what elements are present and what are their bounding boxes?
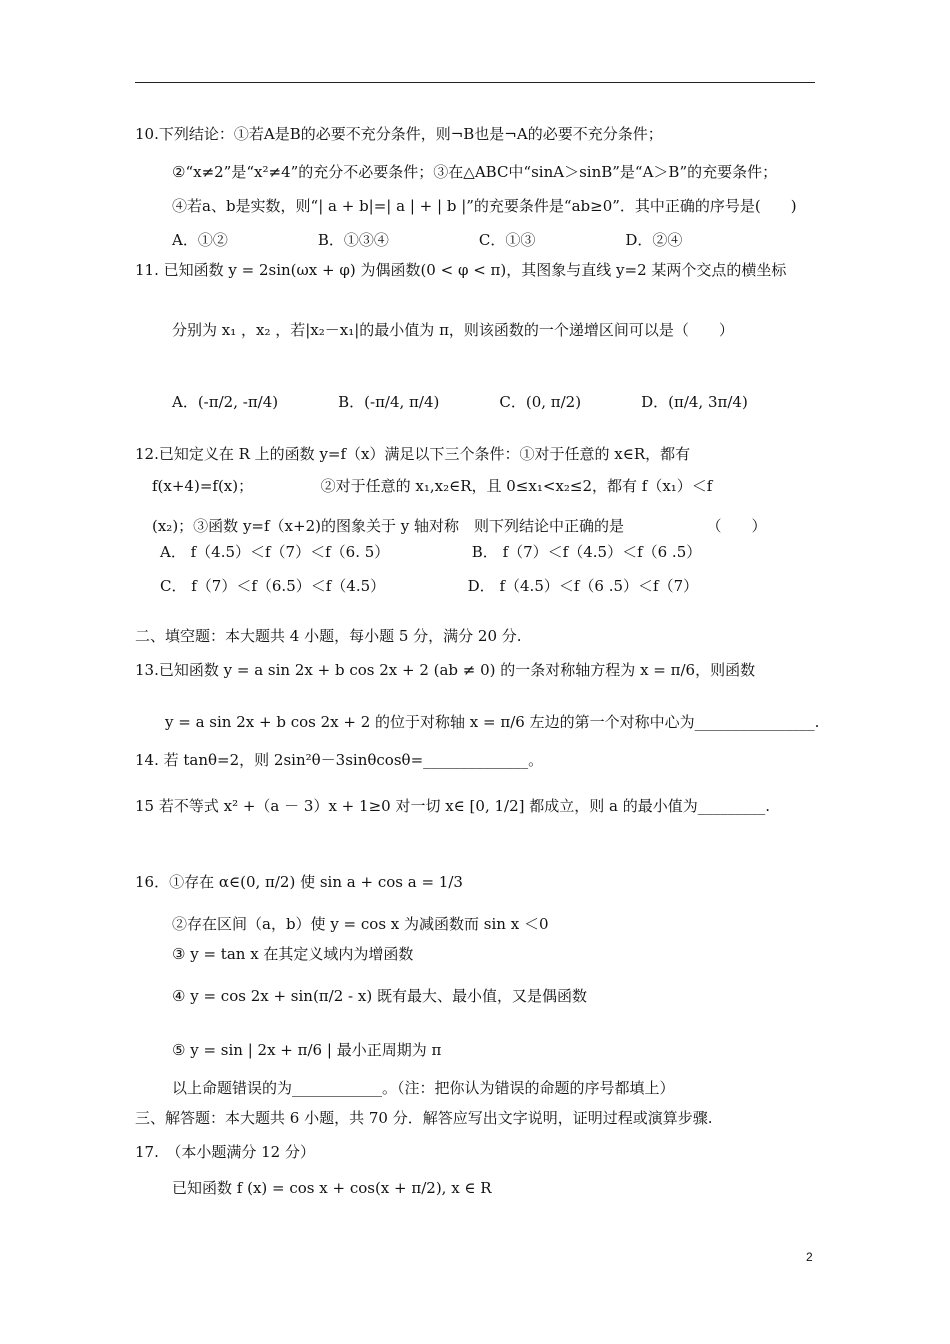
question-10-line-2: ②“x≠2”是“x²≠4”的充分不必要条件；③在△ABC中“sinA＞sinB”是“A＞B”的充要条件；	[172, 163, 778, 181]
question-11-line-1: 11. 已知函数 y = 2sin(ωx + φ) 为偶函数(0 < φ < π)，其图象与直线 y=2 某两个交点的横坐标	[135, 261, 787, 279]
question-16-line-2: ②存在区间（a，b）使 y = cos x 为减函数而 sin x ＜0	[172, 915, 549, 933]
question-11-line-2: 分别为 x₁ ，x₂ ，若|x₂－x₁|的最小值为 π，则该函数的一个递增区间可以是（ ）	[172, 321, 734, 339]
question-10-options: A．①② B．①③④ C．①③ D．②④	[172, 231, 683, 249]
question-12-line-2: f(x+4)=f(x)； ②对于任意的 x₁,x₂∈R，且 0≤x₁<x₂≤2，都有 f（x₁）＜f	[152, 477, 713, 495]
question-13-line-1: 13.已知函数 y = a sin 2x + b cos 2x + 2 (ab ≠ 0) 的一条对称轴方程为 x = π/6，则函数	[135, 661, 756, 679]
question-16-line-4: ④ y = cos 2x + sin(π/2 - x) 既有最大、最小值，又是偶函数	[172, 987, 587, 1005]
question-12-options-cd: C． f（7）＜f（6.5）＜f（4.5） D． f（4.5）＜f（6 .5）＜f（7）	[160, 577, 699, 595]
question-12-line-3: (x₂)；③函数 y=f（x+2)的图象关于 y 轴对称 则下列结论中正确的是 （ ）	[152, 517, 767, 535]
question-16-line-3: ③ y = tan x 在其定义域内为增函数	[172, 945, 414, 963]
question-10-line-3: ④若a、b是实数，则“| a + b|=| a | + | b |”的充要条件是“ab≥0”．其中正确的序号是( )	[172, 197, 797, 215]
question-12-line-1: 12.已知定义在 R 上的函数 y=f（x）满足以下三个条件：①对于任意的 x∈R，都有	[135, 445, 691, 463]
question-11-options: A．(-π/2, -π/4) B．(-π/4, π/4) C．(0, π/2) D．(π/4, 3π/4)	[172, 393, 748, 411]
question-10-line-1: 10.下列结论：①若A是B的必要不充分条件，则¬B也是¬A的必要不充分条件；	[135, 125, 663, 143]
question-17-line-2: 已知函数 f (x) = cos x + cos(x + π/2), x ∈ R	[172, 1179, 492, 1197]
section-3-heading: 三、解答题：本大题共 6 小题，共 70 分．解答应写出文字说明，证明过程或演算步骤.	[135, 1109, 713, 1127]
header-rule	[135, 82, 815, 83]
section-2-heading: 二、填空题：本大题共 4 小题，每小题 5 分，满分 20 分.	[135, 627, 522, 645]
question-16-line-1: 16．①存在 α∈(0, π/2) 使 sin a + cos a = 1/3	[135, 873, 463, 891]
question-14: 14. 若 tanθ=2，则 2sin²θ－3sinθcosθ=______________。	[135, 751, 544, 769]
question-15: 15 若不等式 x² +（a － 3）x + 1≥0 对一切 x∈ [0, 1/2] 都成立，则 a 的最小值为_________.	[135, 797, 770, 815]
question-17-line-1: 17. （本小题满分 12 分）	[135, 1143, 315, 1161]
question-12-options-ab: A． f（4.5）＜f（7）＜f（6. 5） B． f（7）＜f（4.5）＜f（6 .5）	[160, 543, 702, 561]
question-16-line-6: 以上命题错误的为____________。（注：把你认为错误的命题的序号都填上）	[172, 1079, 675, 1097]
question-13-line-2: y = a sin 2x + b cos 2x + 2 的位于对称轴 x = π/6 左边的第一个对称中心为________________.	[165, 713, 820, 731]
page-number: 2	[806, 1250, 813, 1264]
question-16-line-5: ⑤ y = sin | 2x + π/6 | 最小正周期为 π	[172, 1041, 442, 1059]
